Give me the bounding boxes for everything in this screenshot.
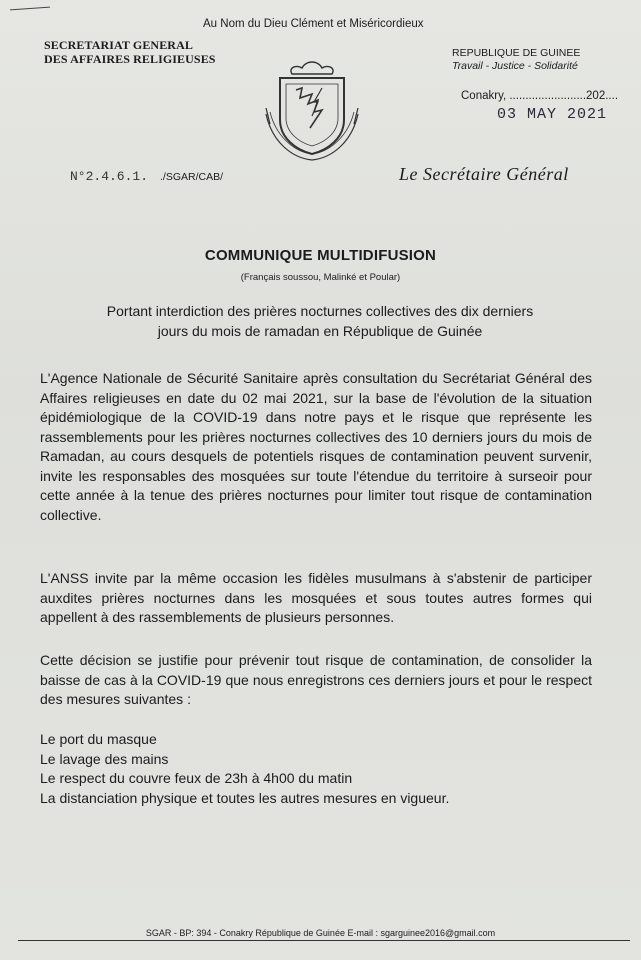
subject	[40, 301, 600, 341]
basmala-line: Au Nom du Dieu Clément et Miséricordieux	[203, 18, 424, 30]
paragraph-2: L'ANSS invite par la même occasion les fidèles musulmans à s'abstenir de participer auxdites prières nocturnes dans les mosquées et sous toutes autres formes qui appellent à des rassemblements de plusieurs personnes.	[40, 570, 592, 625]
guinea-coat-of-arms-icon	[262, 58, 362, 167]
measure-item: Le respect du couvre feux de 23h à 4h00 du matin	[40, 770, 353, 786]
org-line-1: SECRETARIAT GENERAL	[44, 38, 193, 52]
footer-rule	[18, 940, 630, 941]
reference-suffix: ./SGAR/CAB/	[160, 171, 224, 183]
paragraph-1: L'Agence Nationale de Sécurité Sanitaire après consultation du Secrétariat Général des Affaires religieuses en date du 02 mai 2021, sur la base de l'évolution de la situation épidémiologique de la COVID-19 dans notre pays et le risque que représente les rassemblements pour les prières nocturnes collectives des 10 derniers jours du mois de Ramadan, au cours desquels de potentiels risques de contamination peuvent survenir, invite les responsables des mosquées sur toute l'étendue du territoire à surseoir pour cette année à la tenue des prières nocturnes pour limiter tout risque de contamination collective.	[40, 370, 592, 523]
languages-note: (Français soussou, Malinké et Poular)	[240, 272, 401, 283]
measures-list	[40, 730, 449, 808]
paragraph-3: Cette décision se justifie pour prévenir tout risque de contamination, de consolider la baisse de cas à la COVID-19 que nous enregistrons ces derniers jours et pour le respect des mesures suivantes :	[40, 652, 592, 707]
document-title: COMMUNIQUE MULTIDIFUSION	[204, 247, 437, 264]
subject-line-2: jours du mois de ramadan en République de Guinée	[157, 323, 483, 339]
reference-number: N°2.4.6.1.	[70, 169, 149, 184]
measure-item: La distanciation physique et toutes les autres mesures en vigueur.	[40, 789, 450, 806]
footer-address: SGAR - BP: 394 - Conakry République de Guinée E-mail : sgarguinee2016@gmail.com	[145, 928, 496, 938]
corner-mark	[10, 7, 50, 11]
measure-item: Le lavage des mains	[40, 750, 169, 767]
org-line-2: DES AFFAIRES RELIGIEUSES	[44, 52, 216, 66]
republic-block	[452, 47, 580, 73]
national-motto: Travail - Justice - Solidarité	[452, 60, 578, 72]
republic-name: REPUBLIQUE DE GUINEE	[452, 47, 581, 59]
city-date-line: Conakry, ........................202....	[461, 90, 619, 102]
issuing-organization	[44, 38, 216, 66]
signer-title: Le Secrétaire Général	[399, 164, 569, 184]
date-stamp: 03 MAY 2021	[497, 106, 608, 123]
measure-item: Le port du masque	[40, 731, 157, 747]
subject-line-1: Portant interdiction des prières nocturnes collectives des dix derniers	[106, 303, 534, 319]
